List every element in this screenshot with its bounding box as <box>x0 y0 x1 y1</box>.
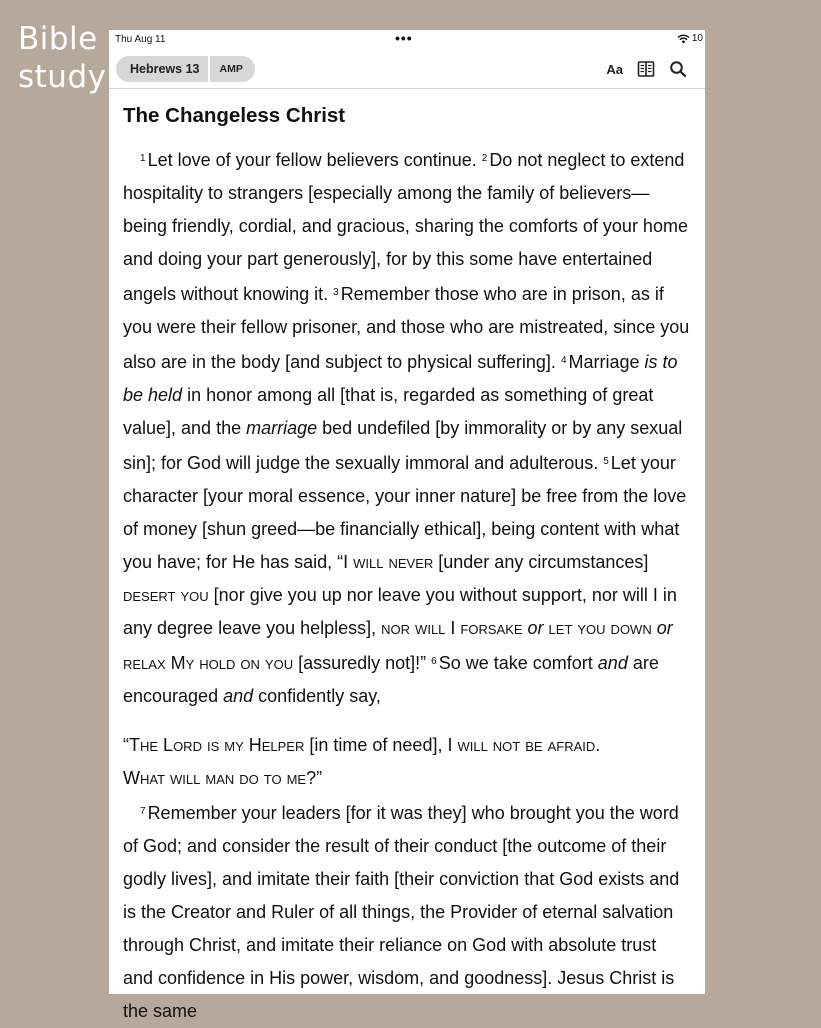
side-label-line1: Bible <box>18 21 98 57</box>
verse-text: [assuredly not]!” <box>293 653 432 673</box>
verse-text: [under any circumstances] <box>433 552 649 572</box>
status-time: Thu Aug 11 <box>115 34 166 45</box>
passage-selector <box>116 56 255 82</box>
verse-number[interactable]: 1 <box>140 153 146 164</box>
tablet-screen <box>109 30 705 1021</box>
verse-number[interactable]: 3 <box>333 287 339 298</box>
poetry-quote <box>123 729 691 795</box>
verse-italic-text: or <box>651 618 673 638</box>
section-heading: The Changeless Christ <box>123 104 346 127</box>
passage-content <box>109 102 705 1028</box>
verse-text: in honor among all [that is, regarded as something of great value], and the <box>123 385 654 438</box>
verse-number[interactable]: 7 <box>140 806 146 817</box>
verse-text: Remember your leaders [for it was they] who brought you the word of God; and consider the result of their conduct [the outcome of their godly lives], and imitate their faith [their conviction that God exists and is the Creator and Ruler of all things, the Provider of eternal salvation through Christ, and imitate their reliance on God with absolute trust and confidence in His power, wisdom, and goodness]. Jesus Christ is the same <box>123 803 680 1021</box>
verse-text: Let love of your fellow believers continue. <box>147 150 482 170</box>
search-icon[interactable] <box>669 60 687 78</box>
status-right <box>677 33 703 44</box>
verse-quote-text: I will never <box>343 552 434 572</box>
verse-text: are encouraged <box>123 653 659 706</box>
verse-text: So we take comfort <box>438 653 598 673</box>
status-bar <box>109 30 705 50</box>
toolbar-tools <box>606 60 687 78</box>
verse-italic-text: or <box>522 618 549 638</box>
battery-level: 10 <box>691 33 703 44</box>
verse-quote-text: nor will I forsake <box>381 618 523 638</box>
verse-italic-text: is to be held <box>123 352 678 405</box>
verse-italic-text: and <box>223 686 254 706</box>
verse-quote-text: let you down <box>548 618 652 638</box>
bible-study-label <box>18 20 106 96</box>
paragraph-1 <box>123 142 691 713</box>
font-settings-button[interactable]: Aa <box>606 61 623 77</box>
verse-text: Marriage <box>568 352 645 372</box>
verse-quote-text: The Lord is my Helper <box>129 735 305 755</box>
verse-number[interactable]: 5 <box>603 456 609 467</box>
quote-line-2 <box>123 762 691 795</box>
verse-text: [in time of need], <box>304 735 448 755</box>
verse-text: Let your character [your moral essence, your inner nature] be free from the love of money [shun greed—be financially ethical], being content with what you have; for He has said, “ <box>123 453 687 572</box>
verse-italic-text: and <box>597 653 628 673</box>
verse-quote-text: I will not be afraid. <box>447 735 601 755</box>
verse-number[interactable]: 6 <box>431 656 437 667</box>
verse-text: Do not neglect to extend hospitality to strangers [especially among the family of believers—being friendly, cordial, and gracious, sharing the comforts of your home and doing your part generously], for by this some have entertained angels without knowing it. <box>123 150 688 304</box>
verse-text: [nor give you up nor leave you without support, nor will I in any degree leave you helpless], <box>123 585 677 638</box>
quote-mark: ” <box>316 768 323 788</box>
verse-italic-text: marriage <box>246 418 318 438</box>
multitasking-dots[interactable]: ••• <box>395 30 413 46</box>
quote-line-1 <box>123 729 691 762</box>
paragraph-2 <box>123 795 691 1028</box>
version-button[interactable]: AMP <box>219 63 243 75</box>
verse-quote-text: desert you <box>123 585 209 605</box>
verse-number[interactable]: 4 <box>560 355 567 366</box>
verse-text: confidently say, <box>253 686 381 706</box>
parallel-bible-icon[interactable] <box>637 60 655 78</box>
reader-toolbar <box>109 50 705 89</box>
verse-text: Remember those who are in prison, as if you were their fellow prisoner, and those who are mistreated, since you also are in the body [and subject to physical suffering]. <box>123 284 690 372</box>
verse-number[interactable]: 2 <box>481 153 488 164</box>
book-chapter-button[interactable]: Hebrews 13 <box>116 56 210 82</box>
verse-quote-text: relax My hold on you <box>123 653 294 673</box>
quote-mark: “ <box>123 735 129 755</box>
wifi-icon <box>677 34 690 44</box>
side-label-line2: study <box>18 59 107 95</box>
verse-text: bed undefiled [by immorality or by any sexual sin]; for God will judge the sexually immoral and adulterous. <box>123 418 683 473</box>
verse-quote-text: What will man do to me? <box>123 768 317 788</box>
